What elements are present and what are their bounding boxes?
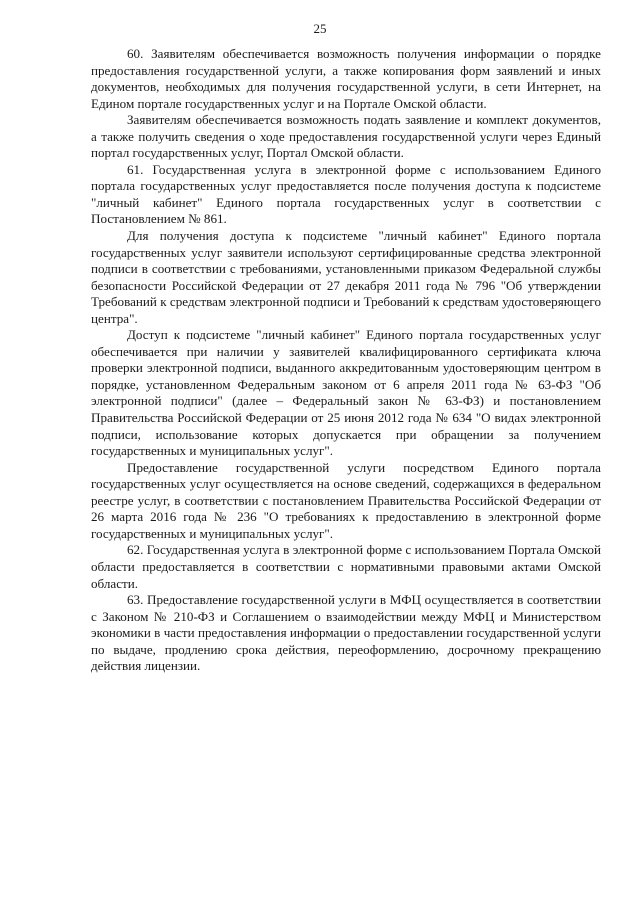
page-number: 25 — [313, 21, 327, 36]
paragraph-60: 60. Заявителям обеспечивается возможность получения информации о порядке предоставления государственной услуги, а также копирования форм заявлений и иных документов, необходимых для получения государственной услуги, в сети Интернет, на Едином портале государственных услуг и на Портале Омской области. — [91, 46, 601, 111]
paragraph-63: 63. Предоставление государственной услуги в МФЦ осуществляется в соответствии с Законом № 210-ФЗ и Соглашением о взаимодействии между МФЦ и Министерством экономики в части предоставления информации о предоставлении государственной услуги по выдаче, продлению срока действия, переоформлению, досрочному прекращению действия лицензии. — [91, 592, 601, 674]
paragraph-61-access: Для получения доступа к подсистеме "личный кабинет" Единого портала государственных услуг заявители используют сертифицированные средства электронной подписи в соответствии с требованиями, установленными приказом Федеральной службы безопасности Российской Федерации от 27 декабря 2011 года № 796 "Об утверждении Требований к средствам электронной подписи и Требований к средствам удостоверяющего центра". — [91, 228, 601, 326]
document-body — [91, 46, 601, 675]
paragraph-61-registry: Предоставление государственной услуги посредством Единого портала государственных услуг осуществляется на основе сведений, содержащихся в федеральном реестре услуг, в соответствии с постановлением Правительства Российской Федерации от 26 марта 2016 года № 236 "О требованиях к предоставлению в электронной форме государственных и муниципальных услуг". — [91, 459, 601, 541]
paragraph-61-certificate: Доступ к подсистеме "личный кабинет" Единого портала государственных услуг обеспечивается при наличии у заявителей квалифицированного сертификата ключа проверки электронной подписи, выданного аккредитованным удостоверяющим центром в порядке, установленном Федеральным законом от 6 апреля 2011 года № 63-ФЗ "Об электронной подписи" (далее – Федеральный закон № 63-ФЗ) и постановлением Правительства Российской Федерации от 25 июня 2012 года № 634 "О видах электронной подписи, использование которых допускается при обращении за получением государственных и муниципальных услуг". — [91, 327, 601, 459]
paragraph-62: 62. Государственная услуга в электронной форме с использованием Портала Омской области предоставляется в соответствии с нормативными правовыми актами Омской области. — [91, 542, 601, 591]
paragraph-60-continued: Заявителям обеспечивается возможность подать заявление и комплект документов, а также получить сведения о ходе предоставления государственной услуги через Единый портал государственных услуг, Портал Омской области. — [91, 112, 601, 161]
paragraph-61: 61. Государственная услуга в электронной форме с использованием Единого портала государственных услуг предоставляется после получения доступа к подсистеме "личный кабинет" Единого портала государственных услуг в соответствии с Постановлением № 861. — [91, 161, 601, 227]
